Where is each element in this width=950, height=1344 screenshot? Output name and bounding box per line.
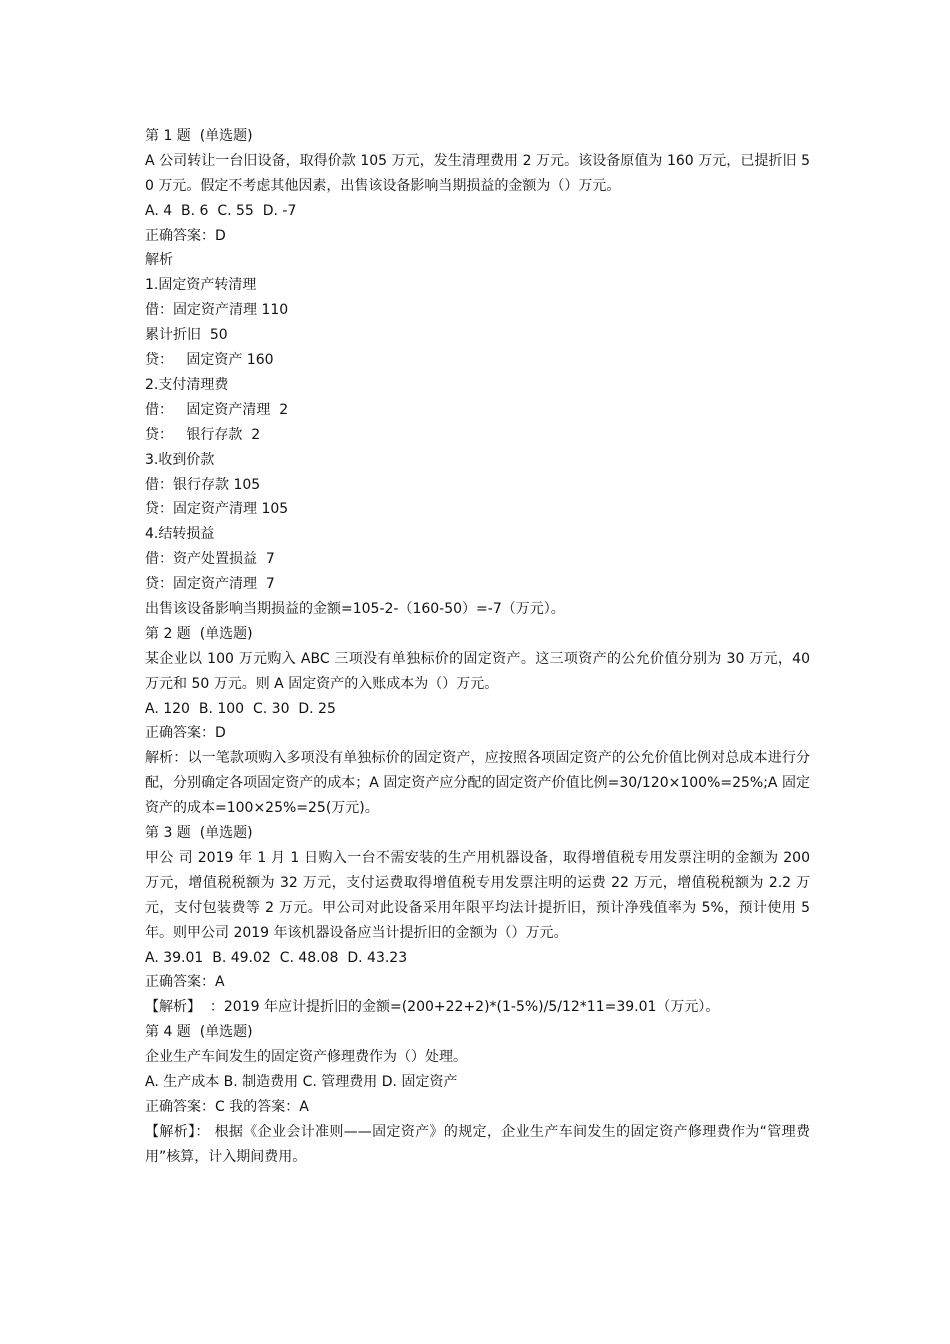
q4-options: A. 生产成本 B. 制造费用 C. 管理费用 D. 固定资产 — [145, 1074, 458, 1091]
q1-step-4: 4.结转损益 — [145, 526, 215, 543]
q1-entry-line: 贷： 固定资产 160 — [145, 352, 274, 369]
q1-step-2: 2.支付清理费 — [145, 376, 229, 393]
q2-heading: 第 2 题 (单选题) — [145, 625, 253, 642]
q2-options: A. 120 B. 100 C. 30 D. 25 — [145, 700, 336, 717]
q1-step-1: 1.固定资产转清理 — [145, 277, 257, 294]
q3-heading: 第 3 题 (单选题) — [145, 825, 253, 842]
q4-stem: 企业生产车间发生的固定资产修理费作为（）处理。 — [145, 1049, 467, 1066]
q1-stem: A 公司转让一台旧设备，取得价款 105 万元，发生清理费用 2 万元。该设备原值为 160 万元，已提折旧 50 万元。假定不考虑其他因素，出售该设备影响当期损益的金额为（）万元。 — [145, 152, 810, 194]
q2-answer: 正确答案：D — [145, 725, 226, 742]
q1-heading: 第 1 题 (单选题) — [145, 128, 253, 144]
q3-answer: 正确答案：A — [145, 974, 225, 991]
q1-answer: 正确答案：D — [145, 227, 226, 244]
q2-analysis: 解析：以一笔款项购入多项没有单独标价的固定资产，应按照各项固定资产的公允价值比例对总成本进行分配，分别确定各项固定资产的成本；A 固定资产应分配的固定资产价值比例=30/120×100%=25%;A 固定资产的成本=100×25%=25(万元)。 — [145, 750, 810, 817]
q1-analysis-label: 解析 — [145, 252, 173, 269]
q1-options: A. 4 B. 6 C. 55 D. -7 — [145, 202, 297, 219]
q1-entry-line: 借：资产处置损益 7 — [145, 551, 275, 568]
q3-analysis: 【解析】 ：2019 年应计提折旧的金额=(200+22+2)*(1-5%)/5/12*11=39.01（万元）。 — [145, 999, 720, 1016]
document-body — [145, 124, 810, 1170]
q4-answer: 正确答案：C 我的答案：A — [145, 1098, 309, 1115]
q2-stem: 某企业以 100 万元购入 ABC 三项没有单独标价的固定资产。这三项资产的公允价值分别为 30 万元，40 万元和 50 万元。则 A 固定资产的入账成本为（）万元。 — [145, 650, 810, 692]
q1-step-3: 3.收到价款 — [145, 451, 215, 468]
q1-entry-line: 贷：固定资产清理 105 — [145, 501, 289, 518]
q1-entry-line: 累计折旧 50 — [145, 327, 228, 344]
q1-entry-line: 贷： 银行存款 2 — [145, 426, 261, 443]
q1-entry-line: 贷：固定资产清理 7 — [145, 576, 275, 593]
q3-stem: 甲公 司 2019 年 1 月 1 日购入一台不需安装的生产用机器设备，取得增值税专用发票注明的金额为 200 万元，增值税税额为 32 万元，支付运费取得增值税专用发票注明的运费 22 万元，增值税税额为 2.2 万元，支付包装费等 2 万元。甲公司对此设备采用年限平均法计提折旧，预计净残值率为 5%，预计使用 5 年。则甲公司 2019 年该机器设备应当计提折旧的金额为（）万元。 — [145, 849, 810, 941]
q1-entry-line: 借：银行存款 105 — [145, 476, 261, 493]
q1-entry-line: 借： 固定资产清理 2 — [145, 401, 289, 418]
q1-conclusion: 出售该设备影响当期损益的金额=105-2-（160-50）=-7（万元）。 — [145, 600, 565, 617]
q4-heading: 第 4 题 (单选题) — [145, 1024, 253, 1041]
q1-entry-line: 借：固定资产清理 110 — [145, 302, 289, 319]
q4-analysis: 【解析】： 根据《企业会计准则——固定资产》的规定，企业生产车间发生的固定资产修理费作为“管理费用”核算，计入期间费用。 — [145, 1123, 810, 1165]
q3-options: A. 39.01 B. 49.02 C. 48.08 D. 43.23 — [145, 949, 408, 966]
